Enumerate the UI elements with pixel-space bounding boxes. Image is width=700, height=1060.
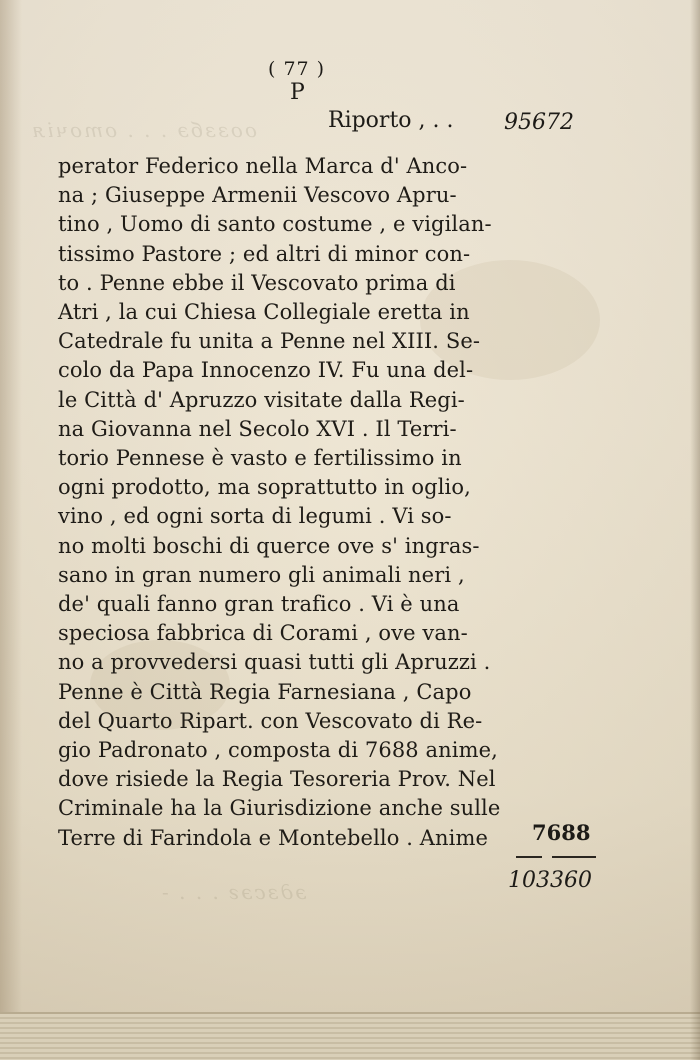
text-line: le Città d' Apruzzo visitate dalla Regi- [58,387,465,412]
text-line: sano in gran numero gli animali neri , [58,562,465,587]
bleed-through-text: ооззбэ . . . оточія [30,118,257,142]
text-line: Penne è Città Regia Farnesiana , Capo [58,679,472,704]
book-page-edges [0,1012,700,1060]
text-line: Criminale ha la Giurisdizione anche sulle [58,796,501,821]
text-line: colo da Papa Innocenzo IV. Fu una del- [58,358,474,383]
text-line: dove risiede la Regia Tesoreria Prov. Nel [58,767,496,792]
riporto-label: Riporto , . . [328,108,454,133]
text-line: Catedrale fu unita a Penne nel XIII. Se- [58,329,481,354]
text-line: no molti boschi di querce ove s' ingras- [58,533,480,558]
text-line: Atri , la cui Chiesa Collegiale eretta in [58,300,470,325]
riporto-value: 95672 [504,110,574,135]
text-line: to . Penne ebbe il Vescovato prima di [58,270,456,295]
text-line: gio Padronato , composta di 7688 anime, [58,738,498,763]
page-number: ( 77 ) [268,58,326,80]
text-line: del Quarto Ripart. con Vescovato di Re- [58,708,483,733]
running-total: 103360 [508,868,592,893]
text-line: torio Pennese è vasto e fertilissimo in [58,446,462,471]
text-line: de' quali fanno gran trafico . Vi è una [58,592,460,617]
text-line: Terre di Farindola e Montebello . Anime [58,825,489,850]
text-line: vino , ed ogni sorta di legumi . Vi so- [58,504,452,529]
body-text [58,152,518,853]
anime-value: 7688 [532,820,591,845]
text-line: perator Federico nella Marca d' Anco- [58,154,468,178]
text-line: tissimo Pastore ; ed altri di minor con- [58,241,471,266]
text-line: no a provvedersi quasi tutti gli Apruzzi . [58,650,491,675]
text-line: na Giovanna nel Secolo XVI . Il Terri- [58,416,457,441]
text-line: ogni prodotto, ma soprattutto in oglio, [58,475,471,500]
sum-rule [552,856,596,858]
text-line: speciosa fabbrica di Corami , ove van- [58,621,468,646]
signature-mark: P [290,80,305,105]
sum-rule [516,856,542,858]
text-line: na ; Giuseppe Armenii Vescovo Apru- [58,183,457,208]
text-line: tino , Uomo di santo costume , e vigilan- [58,212,492,237]
bleed-through-text: эдзсэг . . . - [160,880,307,904]
